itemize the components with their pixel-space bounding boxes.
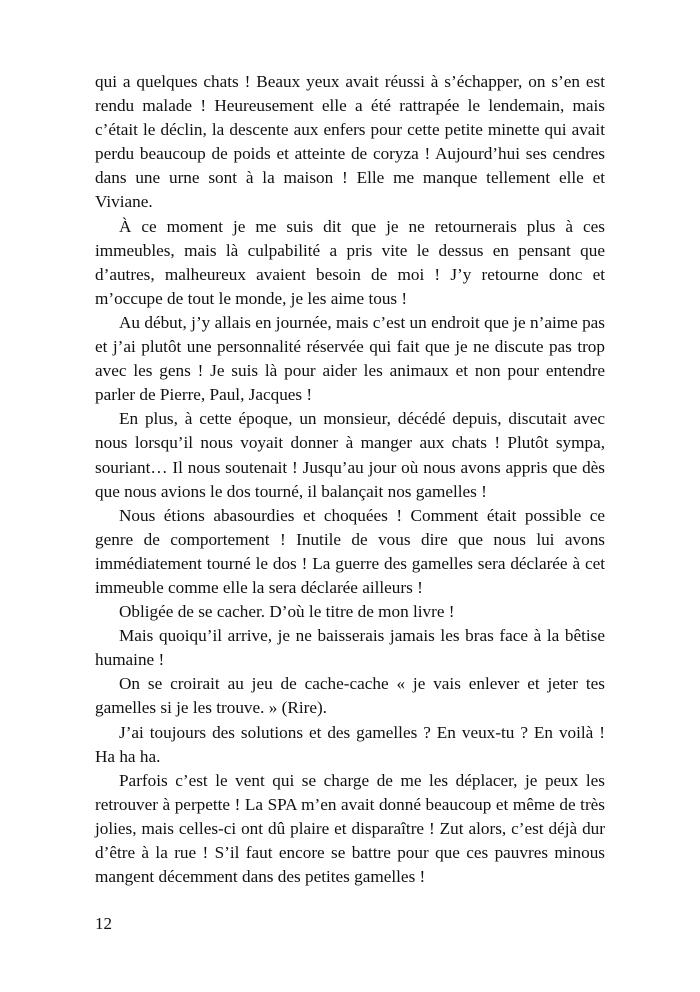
paragraph-8: On se croirait au jeu de cache-cache « je vais enlever et jeter tes gamelles si je les trouve. » (Rire). xyxy=(95,674,605,718)
text-block xyxy=(95,70,605,889)
paragraph-1: qui a quelques chats ! Beaux yeux avait réussi à s’échapper, on s’en est rendu malade ! Heureusement elle a été rattrapée le lendemain, mais c’était le déclin, la descente aux enfers pour cette petite minette qui avait perdu beaucoup de poids et atteinte de coryza ! Aujourd’hui ses cendres dans une urne sont à la maison ! Elle me manque tellement elle et Viviane. xyxy=(95,72,605,212)
paragraph-3: Au début, j’y allais en journée, mais c’est un endroit que je n’aime pas et j’ai plutôt une personnalité réservée qui fait que je ne discute pas trop avec les gens ! Je suis là pour aider les animaux et non pour entendre parler de Pierre, Paul, Jacques ! xyxy=(95,312,605,405)
page-body xyxy=(95,70,605,889)
paragraph-2: À ce moment je me suis dit que je ne retournerais plus à ces immeubles, mais là culpabilité a pris vite le dessus en pensant que d’autres, malheureux avaient besoin de moi ! J’y retourne donc et m’occupe de tout le monde, je les aime tous ! xyxy=(95,216,605,308)
paragraph-4: En plus, à cette époque, un monsieur, décédé depuis, discutait avec nous lorsqu’il nous voyait donner à manger aux chats ! Plutôt sympa, souriant… Il nous soutenait ! Jusqu’au jour où nous avons appris que dès que nous avions le dos tourné, il balançait nos gamelles ! xyxy=(95,409,605,501)
page-number: 12 xyxy=(95,914,112,933)
paragraph-6: Obligée de se cacher. D’où le titre de mon livre ! xyxy=(119,602,455,622)
paragraph-5: Nous étions abasourdies et choquées ! Comment était possible ce genre de comportement ! Inutile de vous dire que nous lui avons immédiatement tourné le dos ! La guerre des gamelles sera déclarée à cet immeuble comme elle la sera déclarée ailleurs ! xyxy=(95,505,605,597)
paragraph-10: Parfois c’est le vent qui se charge de me les déplacer, je peux les retrouver à perpette ! La SPA m’en avait donné beaucoup et même de très jolies, mais celles-ci ont dû plaire et disparaître ! Zut alors, c’est déjà dur d’être à la rue ! S’il faut encore se battre pour que ces pauvres minous mangent décemment dans des petites gamelles ! xyxy=(95,770,605,887)
paragraph-9: J’ai toujours des solutions et des gamelles ? En veux-tu ? En voilà ! Ha ha ha. xyxy=(95,722,605,766)
paragraph-7: Mais quoiqu’il arrive, je ne baisserais jamais les bras face à la bêtise humaine ! xyxy=(95,626,605,670)
